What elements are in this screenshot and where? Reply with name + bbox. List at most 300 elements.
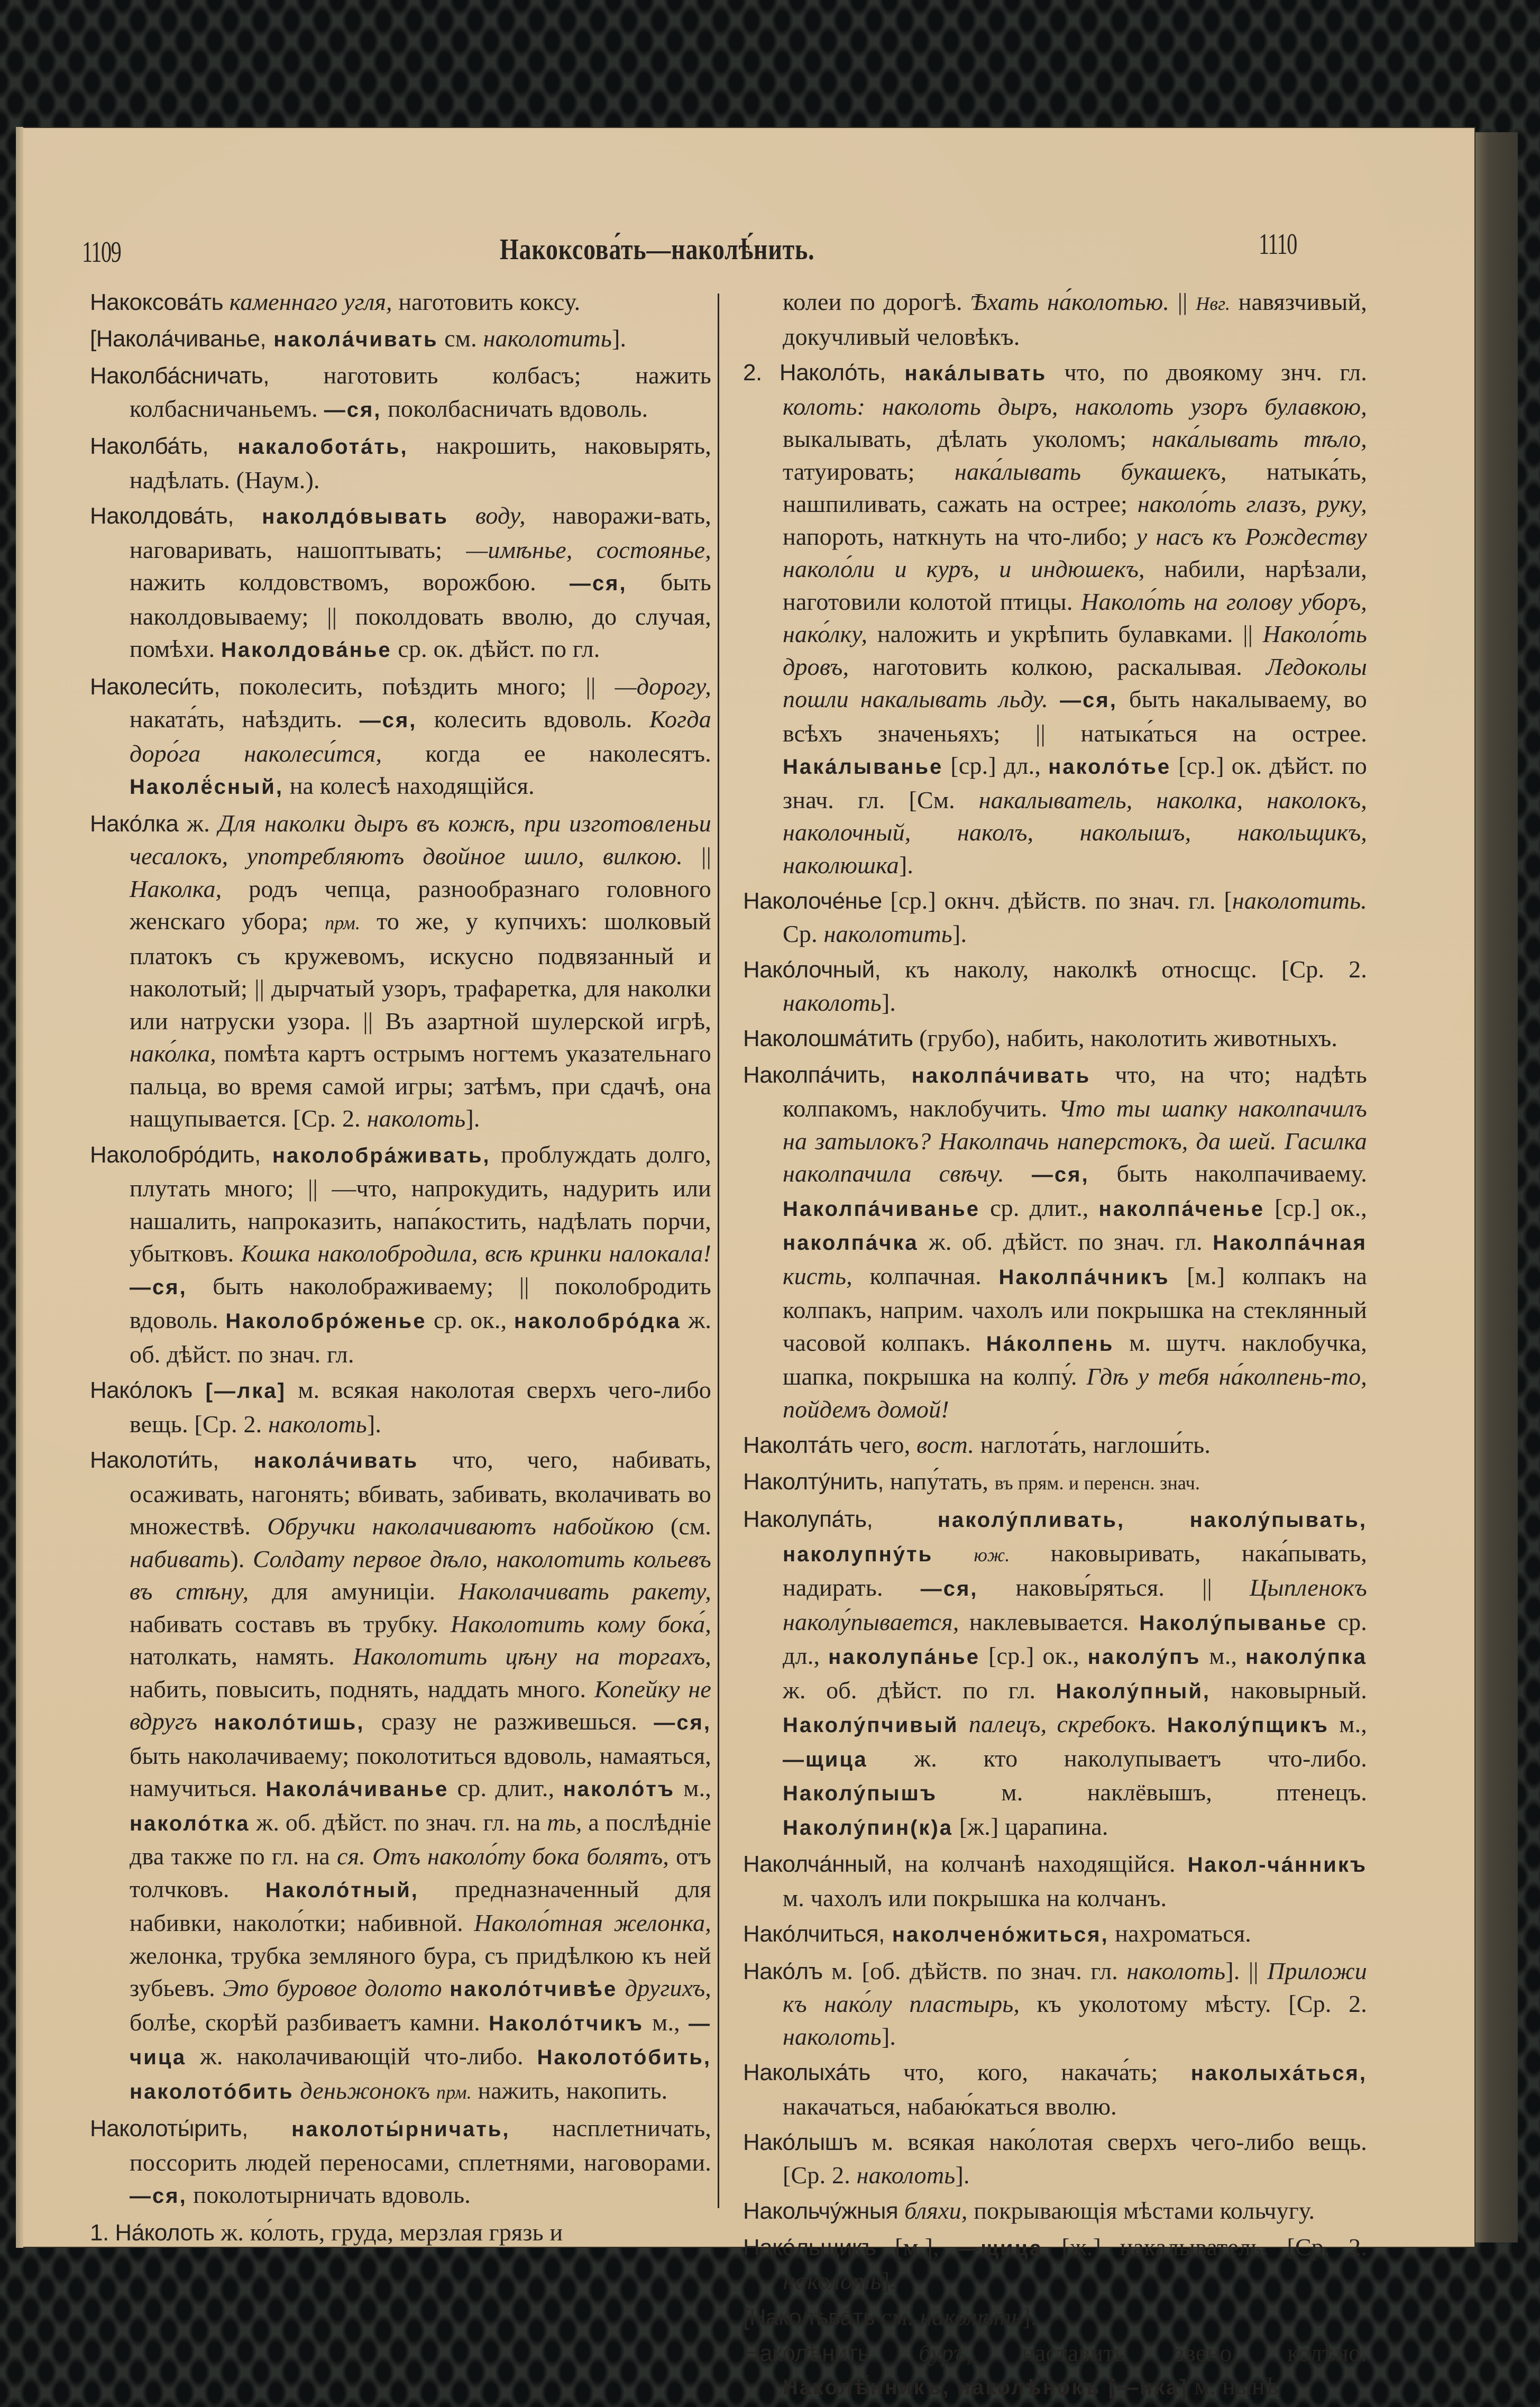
headword: —ся,: [1060, 689, 1117, 712]
headword: —ся,: [130, 2184, 187, 2208]
entry-text: наколотить.: [1232, 887, 1367, 914]
headword: [—лка]: [192, 1379, 286, 1403]
entry-text: прм.: [325, 912, 361, 933]
headword: Наколту́нить,: [743, 1468, 884, 1495]
entry-text: кисть,: [783, 1262, 852, 1289]
headword: Наколѣ́нить: [743, 2340, 870, 2366]
entry-text: предназначенный для набивки, наколо́тки; набивной.: [130, 1875, 711, 1936]
headword: наколу́пка: [1245, 1645, 1368, 1669]
headword: наколо́тъ: [563, 1778, 675, 1801]
entry-text: ].: [612, 324, 627, 352]
dictionary-entry: [90, 807, 711, 1135]
headword: накалобота́ть,: [208, 435, 408, 459]
dictionary-entry: [90, 429, 711, 496]
entry-text: ].: [881, 2022, 896, 2050]
headword: наколобра́живать,: [260, 1143, 491, 1167]
entry-text: наковыривать, нака́пывать, надирать.: [783, 1539, 1367, 1601]
entry-text: напороть, наткнуть на что-либо;: [783, 523, 1136, 550]
headword: Наколупа́ть,: [743, 1506, 873, 1532]
headword: [Наколѣва́ть: [743, 2304, 875, 2330]
entry-text: колпачная.: [852, 1262, 999, 1289]
page-number-right: 1110: [1259, 228, 1297, 261]
entry-text: [898, 2197, 904, 2224]
entry-text: быть наколпачиваему.: [1089, 1160, 1368, 1187]
entry-text: наложить и укрѣпить булавками. ||: [867, 620, 1263, 647]
entry-text: Нвг.: [1196, 293, 1231, 314]
headword: Наколѣ́нникъ, наколѣ́нокъ [—нка]: [783, 2375, 1188, 2399]
entry-text: Наколотить кому бока́,: [450, 1610, 711, 1637]
headword: —щица: [958, 2236, 1043, 2260]
entry-text: Когда доро́га наколеси́тся,: [130, 706, 711, 767]
headword: Наколу́пышъ: [783, 1782, 938, 1805]
entry-text: натыка́ть, нашпиливать, сажать на острее;: [783, 457, 1368, 517]
entry-text: ж. наколачивающій что-либо.: [186, 2043, 537, 2070]
headword: Наколба́ть,: [90, 433, 209, 459]
entry-text: для амуниціи.: [249, 1578, 459, 1605]
dictionary-entry: [90, 359, 711, 426]
entry-text: сразу не разживешься.: [364, 1708, 654, 1735]
entry-text: другихъ,: [625, 1974, 712, 2001]
entry-text: —имѣнье, состоянье,: [466, 536, 711, 563]
dictionary-entry: [743, 1847, 1367, 1914]
headword: Наколдова́нье: [221, 638, 392, 662]
entry-text: быть накалываему, во всѣхъ значеньяхъ; || натыка́ться на острее.: [783, 685, 1367, 747]
entry-text: (грубо), набить, наколотить животныхъ.: [913, 1024, 1338, 1051]
entry-text: наставить звено, колѣно.: [972, 2339, 1368, 2366]
column-divider: [718, 294, 719, 2208]
entry-text: ж. об. дѣйст. по гл.: [783, 1676, 1056, 1704]
headword: наколпа́ченье: [1098, 1197, 1265, 1221]
headword: наколо́тка: [130, 1811, 250, 1835]
headword: —чица: [130, 2011, 711, 2069]
entry-text: наколо́ть глазъ, руку,: [1137, 490, 1368, 517]
entry-text: у насъ къ Рождеству наколо́ли и куръ, и индюшекъ,: [783, 523, 1367, 582]
headword: —ся,: [359, 709, 417, 732]
entry-text: ж. об. дѣйст. по знач. гл.: [918, 1228, 1213, 1255]
entry-text: наколоть: [856, 2161, 956, 2189]
entry-text: набивать: [130, 1545, 231, 1572]
headword: наколпа́чка: [783, 1231, 919, 1255]
entry-text: къ уколотому мѣсту. [Ср. 2.: [1020, 1990, 1367, 2017]
entry-text: см.: [438, 324, 483, 352]
dictionary-entry: [743, 1917, 1367, 1952]
entry-text: [1004, 1160, 1032, 1187]
headword: Наколпа́чная: [1213, 1231, 1367, 1255]
headword: наколоты́рничать,: [248, 2118, 510, 2141]
entry-text: ср. длит.,: [448, 1774, 563, 1801]
headword: Накоксова́ть: [90, 289, 224, 315]
entry-text: наколотить: [823, 920, 952, 947]
dictionary-entry: [743, 2337, 1367, 2404]
headword: Наколобро́дить,: [90, 1141, 261, 1168]
entry-text: накачаться, набаю́каться вволю.: [783, 2092, 1117, 2120]
entry-text: ].: [899, 851, 914, 878]
entry-text: буръ,: [919, 2339, 973, 2366]
column-right: [743, 286, 1367, 2407]
entry-text: къ наколу, наколкѣ относщс. [Ср. 2.: [881, 956, 1367, 983]
entry-text: что, по двоякому знч. гл.: [1047, 359, 1367, 386]
entry-text: вост.: [916, 1431, 975, 1458]
entry-text: ся.: [337, 1843, 366, 1870]
dictionary-entry: [90, 2112, 711, 2213]
headword: Нако́лъ: [743, 1958, 823, 1984]
headword: Наколдова́ть,: [90, 503, 234, 529]
headword: Наколоты́рить,: [90, 2116, 248, 2141]
headword: Наколыха́ть: [743, 2060, 870, 2085]
entry-text: татуировать;: [783, 457, 955, 485]
entry-text: —дорогу,: [615, 672, 711, 700]
headword: Нако́лка: [90, 810, 179, 837]
entry-text: нака́лывать букашекъ,: [954, 457, 1227, 485]
entry-text: поколотырничать вдоволь.: [187, 2181, 471, 2208]
entry-text: ].: [952, 920, 967, 947]
entry-text: м.,: [644, 2008, 689, 2036]
entry-text: [ср.] дл.,: [943, 752, 1049, 779]
entry-text: Что ты шапку наколпачилъ на затылокъ? Наколпачь наперстокъ, да шей. Гасилка наколпачила свѣчу.: [783, 1095, 1367, 1187]
entry-text: нажить колдовствомъ, ворожбою.: [130, 569, 570, 596]
headword: наколчено́житься,: [884, 1923, 1109, 1946]
book-cover-edge: [1475, 132, 1518, 2243]
entry-text: наготовить коксу.: [392, 288, 581, 315]
entry-text: ср. дл.,: [783, 1608, 1367, 1669]
entry-text: насплетничать, поссорить людей переносами, сплетнями, наговорами.: [130, 2115, 711, 2176]
entry-text: помѣта картъ острымъ ногтемъ указательнаго пальца, во время самой игры; затѣмъ, при сдачѣ, она нащупывается. [Ср. 2.: [130, 1040, 711, 1132]
headword: [Накола́чиванье,: [90, 325, 267, 352]
entry-text: а послѣдніе два также по гл. на: [130, 1808, 711, 1870]
dictionary-entry: [743, 2194, 1367, 2228]
entry-text: [197, 1708, 214, 1735]
entry-text: Наколотить цѣну на торгахъ,: [353, 1643, 711, 1670]
entry-text: набить, повысить, поднять, наддать много.: [130, 1675, 595, 1703]
entry-text: воду,: [448, 502, 526, 529]
entry-text: ).: [230, 1545, 253, 1572]
dictionary-page-spread: [16, 127, 1475, 2400]
headword: Накол-ча́нникъ: [1187, 1853, 1367, 1877]
entry-text: [1157, 1710, 1167, 1737]
dictionary-entry: [90, 1138, 711, 1371]
entry-text: наготовить колкою, раскалывая.: [849, 653, 1266, 680]
page-number-left: 1109: [82, 236, 121, 269]
entry-text: ||: [683, 843, 711, 870]
dictionary-entry: [743, 1465, 1367, 1500]
entry-text: [442, 1974, 450, 2001]
entry-text: [617, 1974, 625, 2001]
headword: Нака́лыванье: [783, 755, 943, 779]
entry-text: быть наколачиваему; поколотиться вдоволь, намаяться, намучиться.: [130, 1742, 711, 1801]
dictionary-entry: [743, 884, 1367, 950]
headword: Нако́лчиться,: [743, 1921, 885, 1947]
entry-text: м.,: [1328, 1710, 1368, 1737]
dictionary-entry: [743, 1955, 1367, 2053]
entry-text: наколѣть: [920, 2303, 1023, 2330]
entry-text: Солдату первое дѣло, наколотить кольевъ въ стѣну,: [130, 1545, 712, 1605]
entry-text: ].: [465, 1105, 480, 1132]
headword: Наколошма́тить: [743, 1026, 913, 1051]
headword: наколу́пливать, наколу́пывать, наколупну́ть: [783, 1508, 1367, 1566]
entry-text: ть,: [547, 1808, 582, 1836]
entry-text: на колесѣ находящійся.: [283, 772, 535, 799]
headword: наколобро́дка: [514, 1310, 681, 1333]
entry-text: Ѣхать на́колотью.: [970, 288, 1170, 315]
headword: накола́чивать: [266, 327, 438, 351]
entry-text: [ср.] ок.,: [980, 1642, 1088, 1669]
headword: наколыха́ться,: [1190, 2062, 1367, 2085]
entry-text: ж. об. дѣйст. по знач. гл.: [130, 1306, 712, 1368]
dictionary-entry: [90, 499, 711, 667]
entry-text: Для наколки дыръ въ кожѣ, при изготовленьи чесалокъ, употребляютъ двойное шило, вилкою.: [130, 809, 711, 870]
headword: накола́чивать: [218, 1449, 419, 1472]
headword: Наколча́нный,: [743, 1851, 893, 1877]
entry-text: Наколка,: [130, 875, 222, 902]
headword: —ся,: [654, 1711, 712, 1734]
entry-text: наворажи-вать, наговаривать, нашоптывать;: [130, 502, 712, 563]
entry-text: натолкать, намять.: [130, 1643, 353, 1670]
entry-text: Кошка наколобродила, всѣ кринки налокала!: [241, 1240, 711, 1267]
running-head: Накоксова́ть—наколѣ́нить.: [500, 233, 815, 266]
entry-text: (см.: [654, 1513, 711, 1540]
entry-text: въ прям. и перенсн. знач.: [994, 1472, 1200, 1494]
headword: На́колпень: [986, 1332, 1114, 1356]
dictionary-entry: [743, 1429, 1367, 1462]
headword: Наколу́пный,: [1056, 1679, 1211, 1703]
dictionary-entry: [90, 2216, 711, 2249]
entry-text: ].: [881, 989, 896, 1016]
entry-text: наколоть: [1126, 1957, 1226, 1984]
headword: наколу́пъ: [1087, 1645, 1201, 1669]
headword: Накольчу́жныя: [743, 2198, 899, 2224]
entry-text: ].: [955, 2161, 970, 2189]
entry-text: м. всякая нако́лотая сверхъ чего-либо вещь. [Ср. 2.: [783, 2128, 1367, 2189]
headword: наколдо́вывать: [233, 505, 449, 528]
headword: Наколу́пыванье: [1139, 1611, 1328, 1635]
headword: Наколта́ть: [743, 1432, 853, 1458]
entry-text: накалыватель, наколка, наколокъ, наколочный, наколъ, наколышъ, накольщикъ, наколюшка: [783, 786, 1367, 878]
entry-text: нака́лывать тѣло,: [1152, 425, 1367, 452]
entry-text: [м.],: [876, 2233, 958, 2260]
entry-text: нажить, накопить.: [471, 2076, 668, 2104]
headword: Наколоти́ть,: [90, 1447, 219, 1473]
entry-text: проблуждать долго, плутать много; || —что, напрокудить, надурить или нашалить, напроказить, напа́костить, надѣлать порчи, убытковъ.: [130, 1140, 712, 1267]
headword: Наколу́пчивый: [783, 1714, 959, 1737]
headword: Нако́лочный,: [743, 957, 881, 983]
entry-text: ж.: [178, 809, 218, 837]
entry-text: [ж.] царапина.: [953, 1813, 1108, 1840]
entry-text: набивать составъ въ трубку.: [130, 1610, 451, 1637]
entry-text: Обручки наколачиваютъ набойкою: [267, 1513, 654, 1540]
entry-text: м. нынѣ: [1188, 2372, 1279, 2400]
entry-text: м. всякая наколотая сверхъ чего-либо вещь. [Ср. 2.: [130, 1376, 711, 1438]
entry-text: Это буровое долото: [223, 1974, 442, 2001]
headword: Наколото́бить, наколото́бить: [130, 2046, 711, 2103]
entry-text: накрошить, наковырять, надѣлать. (Наум.).: [130, 432, 711, 493]
dictionary-entry: [90, 670, 711, 804]
entry-text: прм.: [436, 2081, 472, 2103]
entry-text: ср. ок. дѣйст. по гл.: [391, 635, 600, 662]
entry-text: наклевывается.: [959, 1608, 1140, 1635]
entry-text: м. [об. дѣйств. по знач. гл.: [822, 1957, 1127, 1984]
entry-text: м.,: [1200, 1642, 1246, 1669]
entry-text: Приложи къ нако́лу пластырь,: [783, 1957, 1368, 2017]
headword: Нако́лышъ: [743, 2129, 858, 2155]
entry-text: навязчивый, докучливый человѣкъ.: [783, 288, 1368, 350]
entry-text: [365, 1843, 372, 1870]
entry-text: Цыпленокъ наколу́пывается,: [783, 1574, 1367, 1635]
entry-text: Копейку не вдругъ: [130, 1675, 711, 1735]
entry-text: наготовить колбасъ; нажить колбасничаньемъ.: [130, 362, 711, 422]
entry-text: наката́ть, наѣздить.: [130, 706, 360, 733]
entry-text: что, на что; надѣть колпакомъ, наклобучить.: [783, 1060, 1367, 1122]
headword: Наколо́тчикъ: [489, 2011, 644, 2035]
dictionary-entry: [90, 1374, 711, 1440]
entry-text: Отъ наколо́ту бока болятъ,: [372, 1843, 670, 1870]
entry-text: [869, 2339, 919, 2366]
headword: Накола́чиванье: [265, 1778, 449, 1801]
entry-text: быть наколображиваему; || поколобродить вдоволь.: [130, 1272, 711, 1333]
entry-text: наколотить: [483, 324, 612, 352]
entry-text: набили, нарѣзали, наготовили колотой птицы.: [783, 555, 1367, 615]
entry-text: [430, 2077, 436, 2104]
headword: Наколу́пщикъ: [1167, 1714, 1329, 1737]
entry-text: на колчанѣ находящійся.: [892, 1850, 1188, 1877]
entry-text: ].: [366, 1410, 382, 1438]
entry-text: [959, 1710, 969, 1737]
entry-text: нахроматься.: [1108, 1920, 1251, 1947]
entry-text: болѣе, скорѣй разбиваетъ камни.: [130, 2008, 489, 2036]
entry-text: ].: [881, 2267, 896, 2294]
entry-text: [294, 2077, 300, 2104]
entry-text: бляхи,: [904, 2197, 968, 2224]
dictionary-entry: [743, 2231, 1367, 2298]
headword: наколо́тье: [1048, 755, 1171, 779]
headword: Наколеси́ть,: [90, 673, 221, 700]
entry-text: м. чахолъ или покрышка на колчанъ.: [783, 1884, 1167, 1911]
headword: —ся,: [920, 1577, 978, 1600]
headword: Наколпа́чникъ: [998, 1265, 1170, 1289]
dictionary-entry: [743, 2126, 1367, 2191]
entry-text: чего,: [852, 1431, 917, 1458]
entry-text: ||: [1169, 288, 1196, 315]
entry-text: ср. длит.,: [980, 1194, 1099, 1221]
entry-text: палецъ, скребокъ.: [968, 1710, 1157, 1737]
entry-text: наколоть: [783, 2267, 882, 2294]
entry-text: ж. об. дѣйст. по знач. гл. на: [250, 1808, 547, 1836]
headword: Наколё́сный,: [130, 775, 283, 799]
headword: —щица: [783, 1747, 868, 1771]
entry-text: выкалывать, дѣлать уколомъ;: [783, 425, 1152, 452]
entry-text: что, кого, накача́ть;: [870, 2058, 1191, 2085]
dictionary-entry: [743, 2301, 1367, 2334]
headword: наколо́тчивѣе: [450, 1978, 618, 2001]
headword: Наколобро́женье: [225, 1310, 427, 1333]
column-left: [90, 286, 711, 2252]
dictionary-entry: [90, 1443, 711, 2109]
entry-text: быть наколдовываему; || поколдовать вволю, до случая, помѣхи.: [130, 569, 711, 662]
entry-text: [ж.] накалыватель. [Ср. 2.: [1042, 2233, 1367, 2260]
entry-text: то же, у купчихъ: шолковый платокъ съ кружевомъ, искусно подвязанный и наколотый; || дырчатый узоръ, трафаретка, для наколки или натруски узора. || Въ азартной шулерской игрѣ,: [130, 908, 711, 1035]
entry-text: Наколо́тная желонка,: [474, 1909, 712, 1936]
entry-text: наколоть: [268, 1410, 367, 1438]
entry-text: покрывающія мѣстами кольчугу.: [967, 2197, 1315, 2224]
entry-text: ж. кто наколупываетъ что-либо.: [867, 1744, 1367, 1772]
entry-text: юж.: [974, 1544, 1010, 1566]
entry-text: [ср.] ок. дѣйст. по знач. гл. [См.: [783, 752, 1367, 813]
dictionary-entry: [743, 1058, 1367, 1426]
entry-text: ].: [1022, 2303, 1037, 2330]
entry-text: что, чего, набивать, осаживать, нагонять; вбивать, забивать, вколачивать во множествѣ.: [130, 1446, 711, 1540]
dictionary-entry: [743, 286, 1367, 353]
dictionary-entry: [743, 1503, 1367, 1844]
headword: Наколпа́чить,: [743, 1061, 886, 1088]
entry-text: м. шутч. наклобучка, шапка, покрышка на колпу́.: [783, 1329, 1367, 1390]
entry-text: ср. ок.,: [426, 1306, 514, 1333]
headword: наколо́тишь,: [214, 1711, 365, 1734]
headword: —ся,: [569, 572, 627, 595]
headword: Наколба́сничать,: [90, 363, 269, 389]
entry-text: родъ чепца, разнообразнаго головного женскаго убора;: [130, 875, 711, 935]
entry-text: [1048, 685, 1060, 712]
entry-text: колесить вдоволь.: [417, 706, 649, 733]
entry-text: наковырный.: [1211, 1676, 1367, 1704]
entry-text: колеи по дорогѣ.: [783, 288, 971, 315]
dictionary-entry: [743, 356, 1367, 881]
entry-text: см.: [875, 2303, 920, 2330]
headword: Наколо́тный,: [265, 1878, 419, 1902]
entry-text: отъ толчковъ.: [130, 1843, 711, 1902]
dictionary-entry: [743, 2056, 1367, 2122]
entry-text: наколоть: [783, 2022, 882, 2050]
entry-text: когда ее наколесятъ.: [382, 739, 711, 767]
headword: Наколоче́нье: [743, 888, 882, 914]
entry-text: Наколо́ть на голову уборъ, нако́лку,: [783, 588, 1368, 647]
headword: —ся,: [130, 1275, 187, 1299]
headword: наколупа́нье: [828, 1645, 980, 1669]
entry-text: нако́лка,: [130, 1040, 216, 1067]
entry-text: ж. ко́лоть, груда, мерзлая грязь и: [214, 2218, 563, 2246]
headword: —ся,: [324, 398, 382, 422]
entry-text: [ср.] окнч. дѣйств. по знач. гл. [: [882, 887, 1232, 914]
headword: наколпа́чивать: [886, 1064, 1091, 1087]
entry-text: колоть: наколоть дыръ, наколоть узоръ булавкою,: [783, 392, 1367, 420]
headword: Наколу́пин(к)а: [783, 1816, 954, 1839]
dictionary-entry: [743, 1022, 1367, 1055]
entry-text: поколесить, поѣздить много; ||: [220, 672, 615, 700]
entry-text: желонка, трубка земляного бура, съ придѣлкою къ ней зубьевъ.: [130, 1942, 711, 2001]
entry-text: деньжонокъ: [300, 2076, 430, 2104]
headword: Нако́льщикъ: [743, 2234, 876, 2260]
entry-text: поколбасничать вдоволь.: [381, 395, 648, 422]
entry-text: м.,: [675, 1774, 711, 1801]
headword: Наколпа́чиванье: [783, 1197, 980, 1221]
headword: Нако́локъ: [90, 1377, 192, 1403]
headword: 2. Наколо́ть,: [743, 360, 886, 386]
entry-text: Наколачивать ракету,: [458, 1578, 711, 1605]
entry-text: наглота́ть, наглоши́ть.: [974, 1431, 1211, 1458]
dictionary-entry: [90, 286, 711, 319]
dictionary-entry: [743, 953, 1367, 1019]
entry-text: Ср.: [783, 920, 824, 947]
entry-text: каменнаго угля,: [223, 288, 392, 315]
entry-text: Гдѣ у тебя на́колпень-то, пойдемъ домой!: [783, 1363, 1367, 1423]
entry-text: напу́тать,: [884, 1467, 995, 1495]
entry-text: Ледоколы пошли накалывать льду.: [783, 653, 1367, 712]
headword: —ся,: [1031, 1163, 1089, 1186]
entry-text: м. наклёвышъ, птенецъ.: [937, 1779, 1367, 1806]
entry-text: [ср.] ок.,: [1264, 1194, 1368, 1221]
headword: нака́лывать: [885, 362, 1047, 385]
headword: 1. На́колоть: [90, 2219, 215, 2246]
entry-text: наковы́ряться. ||: [978, 1574, 1250, 1601]
entry-text: наколоть: [783, 989, 882, 1016]
